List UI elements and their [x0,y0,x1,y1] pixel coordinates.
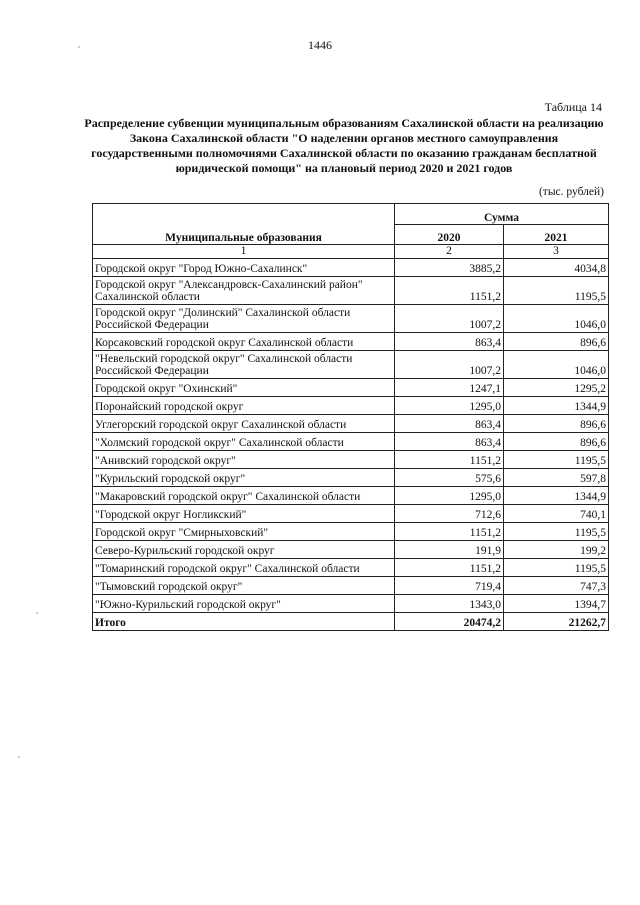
value-2021: 1195,5 [504,522,609,540]
value-2021: 199,2 [504,540,609,558]
value-2020: 1007,2 [395,350,504,378]
municipality-name: "Южно-Курильский городской округ" [93,594,395,612]
table-row [93,378,609,396]
municipality-name: Корсаковский городской округ Сахалинской области [93,332,395,350]
table-row [93,332,609,350]
value-2021: 1046,0 [504,304,609,332]
value-2020: 1295,0 [395,396,504,414]
header-municipalities: Муниципальные образования [93,204,395,245]
value-2020: 3885,2 [395,258,504,276]
municipality-name: "Невельский городской округ" Сахалинской области Российской Федерации [93,350,395,378]
municipality-name: Городской округ "Охинский" [93,378,395,396]
total-2021: 21262,7 [504,612,609,630]
column-number-3: 3 [504,245,609,259]
value-2021: 747,3 [504,576,609,594]
value-2020: 863,4 [395,414,504,432]
table-row [93,276,609,304]
value-2021: 1046,0 [504,350,609,378]
municipality-name: "Томаринский городской округ" Сахалинской области [93,558,395,576]
municipality-name: Городской округ "Александровск-Сахалинский район" Сахалинской области [93,276,395,304]
value-2021: 1394,7 [504,594,609,612]
table-row [93,450,609,468]
document-title: Распределение субвенции муниципальным образованиям Сахалинской области на реализацию Закона Сахалинской области "О наделении органов местного самоуправления государственными полномочиями Сахалинской области по оказанию гражданам бесплатной юридической помощи" на плановый период 2020 и 2021 годов [84,116,604,175]
header-year-2020: 2020 [395,225,504,245]
value-2020: 191,9 [395,540,504,558]
table-row [93,304,609,332]
table-row [93,468,609,486]
value-2020: 863,4 [395,432,504,450]
table-row [93,540,609,558]
value-2021: 4034,8 [504,258,609,276]
value-2020: 1247,1 [395,378,504,396]
table-row [93,350,609,378]
municipality-name: "Анивский городской округ" [93,450,395,468]
municipality-name: Городской округ "Город Южно-Сахалинск" [93,258,395,276]
value-2020: 1151,2 [395,450,504,468]
value-2021: 1344,9 [504,486,609,504]
municipality-name: Городской округ "Смирныховский" [93,522,395,540]
total-label: Итого [93,612,395,630]
value-2021: 740,1 [504,504,609,522]
table-row [93,414,609,432]
value-2020: 1151,2 [395,522,504,540]
scan-speck [36,612,38,614]
value-2021: 1195,5 [504,450,609,468]
table-row [93,258,609,276]
value-2020: 1343,0 [395,594,504,612]
value-2020: 1151,2 [395,276,504,304]
value-2021: 1295,2 [504,378,609,396]
value-2021: 896,6 [504,332,609,350]
table-label: Таблица 14 [544,100,602,114]
column-number-1: 1 [93,245,395,259]
table-row [93,558,609,576]
value-2020: 863,4 [395,332,504,350]
value-2021: 896,6 [504,414,609,432]
value-2020: 1295,0 [395,486,504,504]
municipality-name: "Тымовский городской округ" [93,576,395,594]
table-row [93,504,609,522]
value-2021: 1344,9 [504,396,609,414]
municipality-name: "Курильский городской округ" [93,468,395,486]
value-2021: 597,8 [504,468,609,486]
municipality-name: Северо-Курильский городской округ [93,540,395,558]
value-2020: 1151,2 [395,558,504,576]
value-2020: 719,4 [395,576,504,594]
municipality-name: Углегорский городской округ Сахалинской области [93,414,395,432]
value-2021: 1195,5 [504,276,609,304]
value-2020: 575,6 [395,468,504,486]
table-row [93,522,609,540]
table-row [93,486,609,504]
table-row [93,396,609,414]
municipality-name: Поронайский городской округ [93,396,395,414]
header-year-2021: 2021 [504,225,609,245]
total-row [93,612,609,630]
table-row [93,594,609,612]
value-2020: 1007,2 [395,304,504,332]
subvention-table [92,203,609,631]
value-2020: 712,6 [395,504,504,522]
page-number: 1446 [308,38,332,52]
value-2021: 1195,5 [504,558,609,576]
table-row [93,432,609,450]
units-label: (тыс. рублей) [538,186,604,198]
scan-speck [18,756,20,758]
value-2021: 896,6 [504,432,609,450]
municipality-name: "Холмский городской округ" Сахалинской области [93,432,395,450]
header-sum: Сумма [395,204,609,225]
scan-speck [78,46,80,48]
municipality-name: Городской округ "Долинский" Сахалинской области Российской Федерации [93,304,395,332]
municipality-name: "Городской округ Ногликский" [93,504,395,522]
total-2020: 20474,2 [395,612,504,630]
municipality-name: "Макаровский городской округ" Сахалинской области [93,486,395,504]
column-number-2: 2 [395,245,504,259]
table-row [93,576,609,594]
